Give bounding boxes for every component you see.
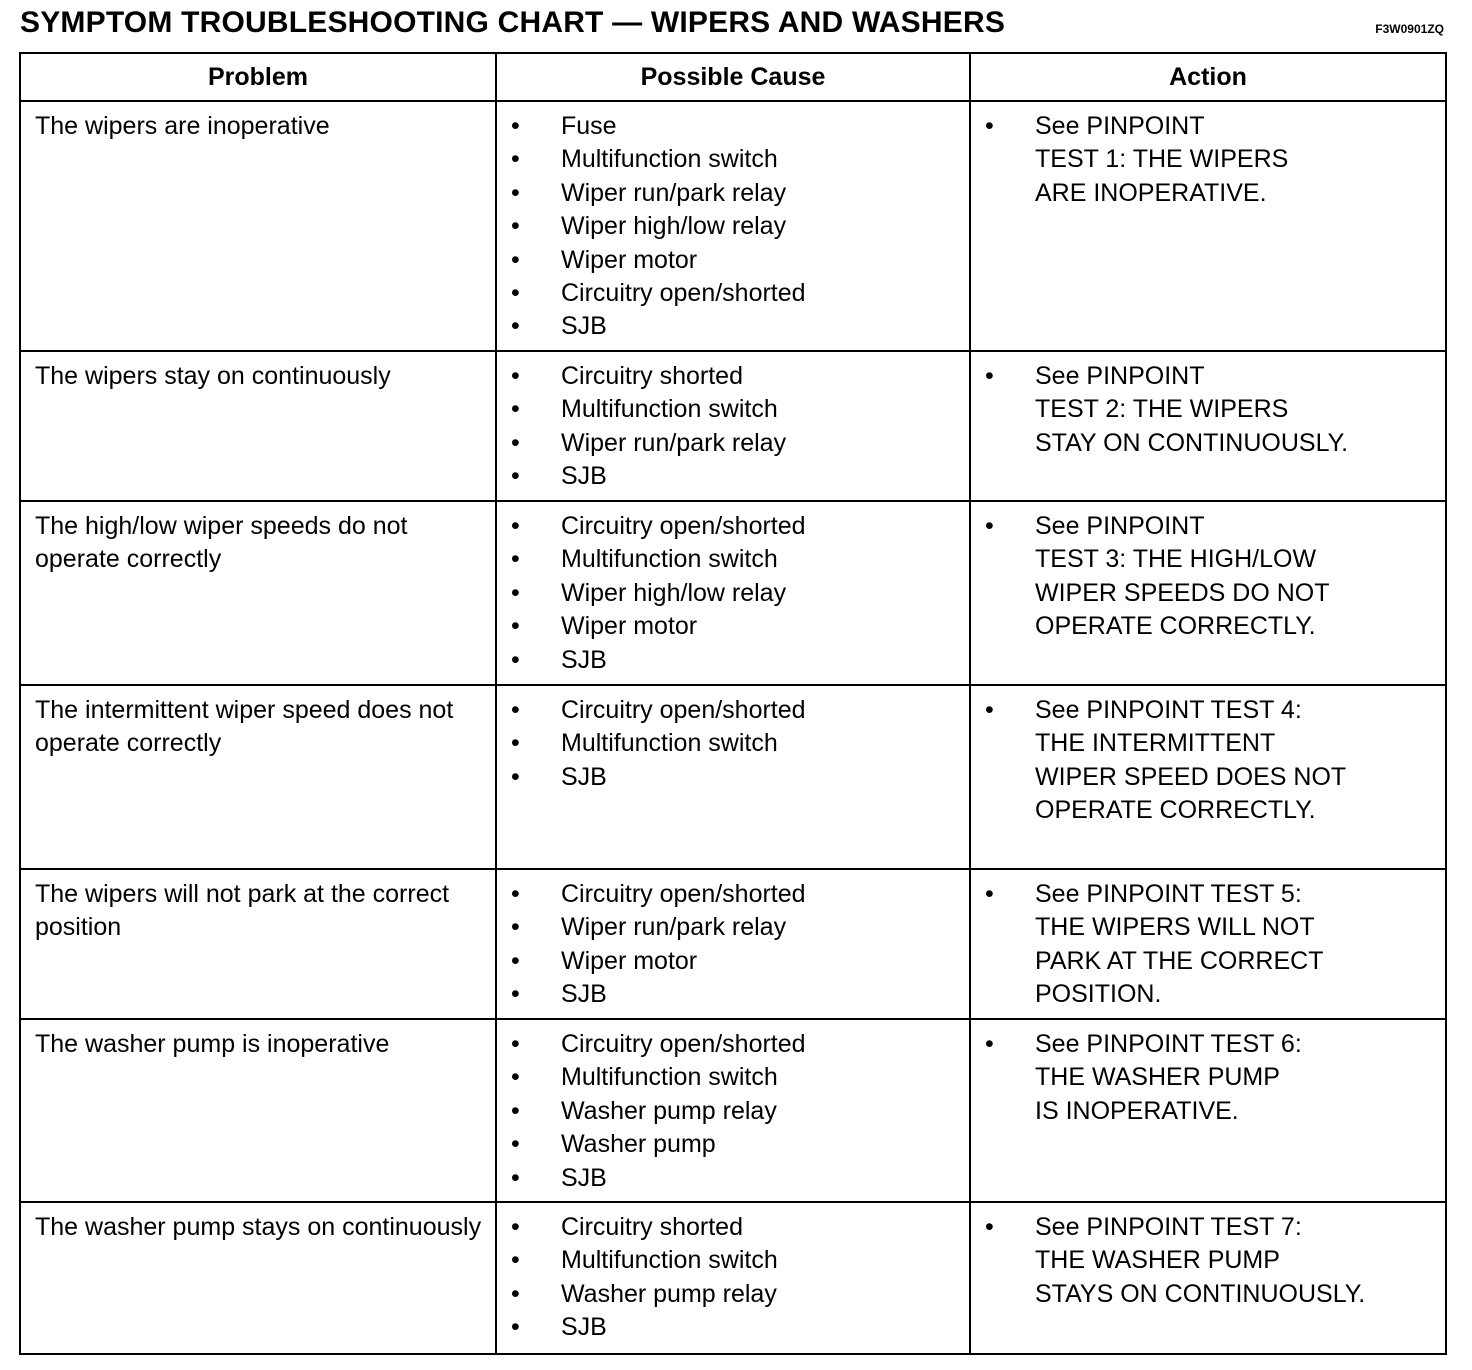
table-row [20, 501, 1446, 685]
action-text [985, 110, 1433, 210]
action-cell [970, 685, 1446, 869]
cause-item: • Wiper run/park relay [511, 911, 957, 944]
cause-item: • Circuitry open/shorted [511, 1028, 957, 1061]
cause-list [511, 510, 957, 677]
action-line: PARK AT THE CORRECT [1035, 946, 1324, 975]
action-line: STAYS ON CONTINUOUSLY. [1035, 1279, 1366, 1308]
header-problem: Problem [20, 53, 496, 101]
header-row [20, 53, 1446, 101]
cause-item: • Wiper run/park relay [511, 177, 957, 210]
action-line: POSITION. [1035, 980, 1162, 1009]
action-line: THE WASHER PUMP [1035, 1063, 1280, 1092]
action-cell [970, 1202, 1446, 1354]
cause-item: • Circuitry open/shorted [511, 510, 957, 543]
cause-item: • Circuitry open/shorted [511, 694, 957, 727]
header-possible-cause: Possible Cause [496, 53, 970, 101]
action-cell [970, 101, 1446, 351]
action-line: WIPER SPEED DOES NOT [1035, 762, 1347, 791]
cause-item: • Wiper motor [511, 610, 957, 643]
action-cell [970, 1019, 1446, 1202]
cause-item: • Multifunction switch [511, 543, 957, 576]
cause-item: • SJB [511, 310, 957, 343]
action-cell [970, 351, 1446, 501]
cause-cell [496, 685, 970, 869]
problem-cell: The intermittent wiper speed does not operate correctly [20, 685, 496, 869]
cause-item: • Multifunction switch [511, 727, 957, 760]
action-line: TEST 1: THE WIPERS [1035, 145, 1289, 174]
cause-list [511, 1028, 957, 1195]
cause-item: • Multifunction switch [511, 1061, 957, 1094]
problem-cell: The high/low wiper speeds do not operate correctly [20, 501, 496, 685]
cause-cell [496, 1202, 970, 1354]
cause-item: • Wiper motor [511, 244, 957, 277]
table-row [20, 351, 1446, 501]
cause-item: • Multifunction switch [511, 1244, 957, 1277]
action-line: • See PINPOINT TEST 6: [1035, 1030, 1302, 1058]
action-text [985, 694, 1433, 828]
cause-item: • Washer pump relay [511, 1278, 957, 1311]
cause-list [511, 110, 957, 344]
table-row [20, 1019, 1446, 1202]
action-line: OPERATE CORRECTLY. [1035, 612, 1316, 641]
cause-item: • Wiper motor [511, 945, 957, 978]
cause-list [511, 1211, 957, 1345]
action-line: IS INOPERATIVE. [1035, 1096, 1239, 1125]
cause-item: • Wiper high/low relay [511, 577, 957, 610]
cause-list [511, 694, 957, 794]
action-line: • See PINPOINT TEST 4: [1035, 696, 1302, 724]
action-line: ARE INOPERATIVE. [1035, 178, 1267, 207]
action-line: THE WIPERS WILL NOT [1035, 913, 1315, 942]
action-cell [970, 869, 1446, 1019]
cause-item: • Washer pump [511, 1128, 957, 1161]
cause-cell [496, 1019, 970, 1202]
cause-cell [496, 351, 970, 501]
action-line: • See PINPOINT TEST 7: [1035, 1213, 1302, 1241]
action-line: TEST 3: THE HIGH/LOW [1035, 545, 1317, 574]
figure-code: F3W0901ZQ [1375, 22, 1444, 36]
header-action: Action [970, 53, 1446, 101]
action-line: THE WASHER PUMP [1035, 1246, 1280, 1275]
cause-cell [496, 501, 970, 685]
action-text [985, 1028, 1433, 1128]
problem-cell: The washer pump stays on continuously [20, 1202, 496, 1354]
action-line: • See PINPOINT TEST 5: [1035, 880, 1302, 908]
action-text [985, 360, 1433, 460]
cause-cell [496, 869, 970, 1019]
cause-item: • Multifunction switch [511, 393, 957, 426]
table-row [20, 685, 1446, 869]
cause-item: • Circuitry shorted [511, 1211, 957, 1244]
cause-item: • SJB [511, 978, 957, 1011]
action-text [985, 510, 1433, 644]
cause-item: • Wiper run/park relay [511, 427, 957, 460]
table-row [20, 869, 1446, 1019]
cause-item: • SJB [511, 1162, 957, 1195]
cause-item: • Multifunction switch [511, 143, 957, 176]
action-line: • See PINPOINT [1035, 512, 1205, 540]
cause-item: • Circuitry open/shorted [511, 277, 957, 310]
problem-cell: The washer pump is inoperative [20, 1019, 496, 1202]
action-line: OPERATE CORRECTLY. [1035, 796, 1316, 825]
action-line: TEST 2: THE WIPERS [1035, 395, 1289, 424]
cause-list [511, 360, 957, 494]
chart-title: SYMPTOM TROUBLESHOOTING CHART — WIPERS AND WASHERS [20, 6, 1006, 39]
action-line: THE INTERMITTENT [1035, 729, 1276, 758]
table-row [20, 1202, 1446, 1354]
cause-item: • SJB [511, 1311, 957, 1344]
cause-item: • SJB [511, 761, 957, 794]
cause-item: • SJB [511, 644, 957, 677]
problem-cell: The wipers stay on continuously [20, 351, 496, 501]
cause-item: • Washer pump relay [511, 1095, 957, 1128]
table-row [20, 101, 1446, 351]
cause-item: • Wiper high/low relay [511, 210, 957, 243]
cause-cell [496, 101, 970, 351]
cause-list [511, 878, 957, 1012]
troubleshooting-table [19, 52, 1447, 1355]
action-cell [970, 501, 1446, 685]
action-text [985, 1211, 1433, 1311]
cause-item: • SJB [511, 460, 957, 493]
problem-cell: The wipers will not park at the correct position [20, 869, 496, 1019]
problem-cell: The wipers are inoperative [20, 101, 496, 351]
cause-item: • Circuitry open/shorted [511, 878, 957, 911]
action-line: • See PINPOINT [1035, 112, 1205, 140]
cause-item: • Circuitry shorted [511, 360, 957, 393]
action-line: STAY ON CONTINUOUSLY. [1035, 428, 1349, 457]
action-line: • See PINPOINT [1035, 362, 1205, 390]
action-text [985, 878, 1433, 1012]
action-line: WIPER SPEEDS DO NOT [1035, 578, 1330, 607]
cause-item: • Fuse [511, 110, 957, 143]
